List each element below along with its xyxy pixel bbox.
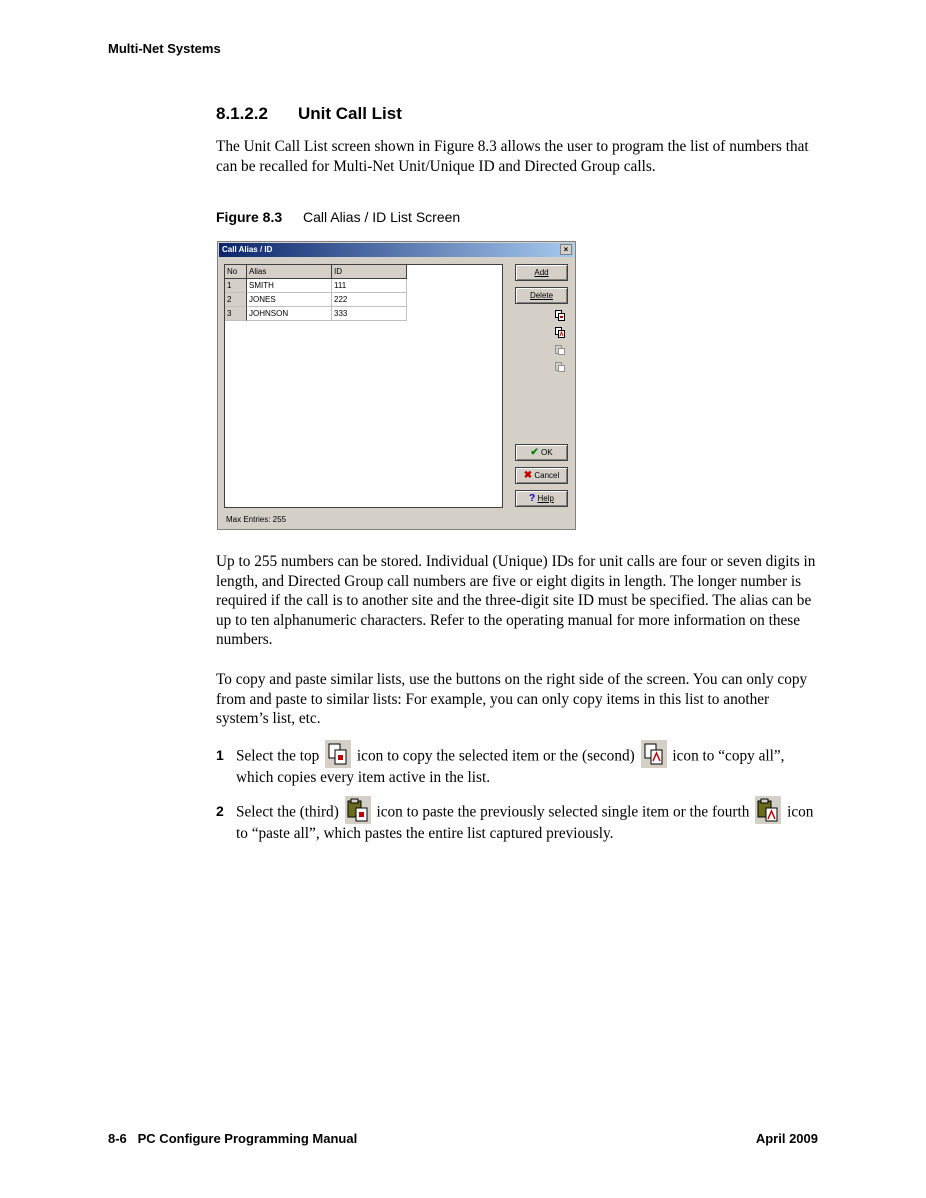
step-number: 1 xyxy=(216,747,224,763)
manual-title: PC Configure Programming Manual xyxy=(137,1131,358,1146)
paste-all-icon[interactable] xyxy=(555,361,565,372)
id-cell[interactable]: 333 xyxy=(332,307,407,321)
help-label: Help xyxy=(537,494,554,503)
column-header-alias[interactable]: Alias xyxy=(247,265,332,279)
dialog-title: Call Alias / ID xyxy=(222,245,273,254)
step1-text-a: Select the top xyxy=(236,747,320,765)
max-entries-label: Max Entries: 255 xyxy=(226,515,287,524)
list-item xyxy=(216,802,820,844)
running-header: Multi-Net Systems xyxy=(108,41,221,56)
alias-cell[interactable]: JOHNSON xyxy=(247,307,332,321)
add-label: Add xyxy=(534,268,549,277)
paste-item-icon[interactable] xyxy=(555,344,565,355)
copy-item-icon[interactable] xyxy=(555,310,565,321)
figure-caption-text: Call Alias / ID List Screen xyxy=(303,209,461,225)
column-header-no[interactable]: No xyxy=(225,265,247,279)
storage-paragraph: Up to 255 numbers can be stored. Individual (Unique) IDs for unit calls are four or seven digits in length, and Directed Group call numbers are five or eight digits in length. The longer number is required if the call is to another site and the three-digit site ID must be specified. The alias can be up to ten alphanumeric characters. Refer to the operating manual for more information on these numbers. xyxy=(216,553,816,649)
ok-label: OK xyxy=(541,448,553,457)
id-cell[interactable]: 111 xyxy=(332,279,407,293)
paste-all-icon xyxy=(755,796,781,824)
copy-item-icon xyxy=(325,740,351,768)
call-alias-dialog xyxy=(217,241,576,530)
step-number: 2 xyxy=(216,803,224,819)
step1-text-b: icon to copy the selected item or the (second) xyxy=(356,747,635,765)
list-item xyxy=(216,746,820,788)
step1-text-c: icon to “copy all”, which copies every item active in the list. xyxy=(236,747,785,786)
alias-grid[interactable] xyxy=(224,264,503,508)
paste-item-icon xyxy=(345,796,371,824)
column-header-id[interactable]: ID xyxy=(332,265,407,279)
row-number: 2 xyxy=(225,293,247,307)
section-number: 8.1.2.2 xyxy=(216,104,268,123)
alias-cell[interactable]: JONES xyxy=(247,293,332,307)
page-number: 8-6 xyxy=(108,1131,127,1146)
step2-text-b: icon to paste the previously selected single item or the fourth xyxy=(376,803,750,821)
help-icon: ? xyxy=(529,493,536,504)
intro-paragraph: The Unit Call List screen shown in Figure 8.3 allows the user to program the list of numbers that can be recalled for Multi-Net Unit/Unique ID and Directed Group calls. xyxy=(216,138,809,175)
delete-label: Delete xyxy=(529,291,554,300)
figure-number: Figure 8.3 xyxy=(216,209,283,225)
step2-text-a: Select the (third) xyxy=(236,803,339,821)
close-icon[interactable]: × xyxy=(560,244,572,255)
row-number: 3 xyxy=(225,307,247,321)
cancel-x-icon: ✖ xyxy=(523,470,533,481)
cancel-button[interactable] xyxy=(515,467,568,484)
section-heading xyxy=(216,104,402,124)
row-number: 1 xyxy=(225,279,247,293)
copy-all-icon xyxy=(641,740,667,768)
ok-button[interactable] xyxy=(515,444,568,461)
alias-cell[interactable]: SMITH xyxy=(247,279,332,293)
delete-button[interactable] xyxy=(515,287,568,304)
copy-paste-paragraph: To copy and paste similar lists, use the buttons on the right side of the screen. You can only copy from and paste to similar lists: For example, you can only copy items in this list to another system’s list, etc. xyxy=(216,671,808,728)
step2-text-c: icon to “paste all”, which pastes the entire list captured previously. xyxy=(236,803,814,842)
help-button[interactable] xyxy=(515,490,568,507)
copy-all-icon[interactable] xyxy=(555,327,565,338)
footer-left xyxy=(108,1131,357,1146)
figure-caption xyxy=(216,209,460,225)
id-cell[interactable]: 222 xyxy=(332,293,407,307)
section-title: Unit Call List xyxy=(298,104,402,123)
dialog-titlebar xyxy=(219,243,574,257)
check-icon: ✔ xyxy=(530,447,539,458)
add-button[interactable] xyxy=(515,264,568,281)
footer-date: April 2009 xyxy=(755,1131,818,1146)
cancel-label: Cancel xyxy=(534,471,560,480)
